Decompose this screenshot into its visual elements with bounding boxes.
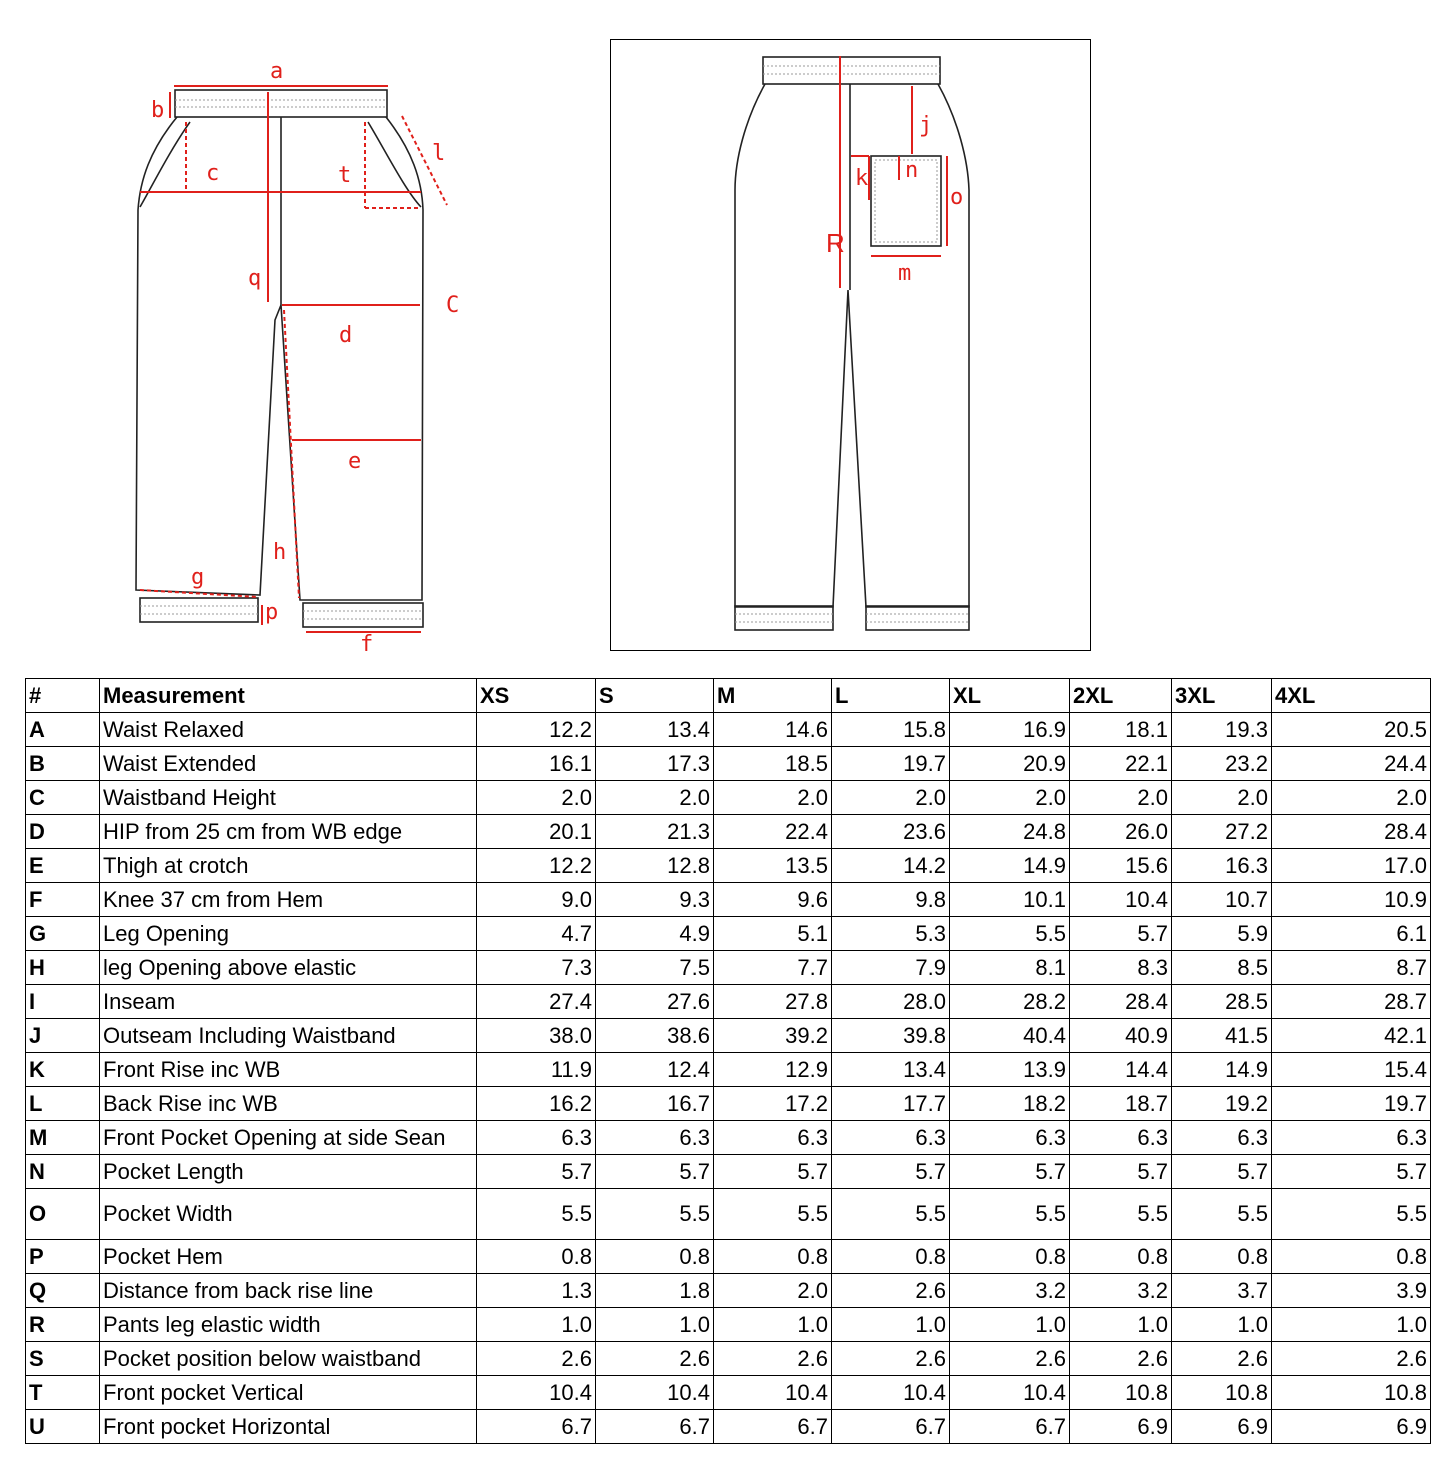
row-value: 15.6 (1070, 849, 1172, 883)
row-value: 2.6 (1070, 1342, 1172, 1376)
table-row (26, 849, 1431, 883)
row-value: 2.0 (477, 781, 596, 815)
row-value: 5.7 (1070, 1155, 1172, 1189)
row-code: T (26, 1376, 100, 1410)
row-measurement: Waist Extended (100, 747, 477, 781)
label-R: R (826, 228, 845, 258)
header-xs: XS (477, 679, 596, 713)
row-value: 0.8 (477, 1240, 596, 1274)
label-j: j (919, 113, 933, 138)
row-value: 5.5 (1172, 1189, 1272, 1240)
row-value: 13.5 (714, 849, 832, 883)
row-value: 1.0 (1070, 1308, 1172, 1342)
row-value: 39.8 (832, 1019, 950, 1053)
row-value: 13.4 (832, 1053, 950, 1087)
row-value: 2.6 (1172, 1342, 1272, 1376)
row-value: 5.1 (714, 917, 832, 951)
row-value: 18.2 (950, 1087, 1070, 1121)
back-waistband (763, 57, 940, 84)
row-value: 5.7 (1172, 1155, 1272, 1189)
row-value: 6.9 (1070, 1410, 1172, 1444)
row-value: 1.0 (477, 1308, 596, 1342)
row-value: 14.9 (1172, 1053, 1272, 1087)
row-value: 1.0 (596, 1308, 714, 1342)
back-pants-diagram (611, 40, 1089, 649)
label-f: f (360, 632, 374, 657)
row-code: J (26, 1019, 100, 1053)
row-value: 19.2 (1172, 1087, 1272, 1121)
row-value: 2.6 (714, 1342, 832, 1376)
header-4xl: 4XL (1272, 679, 1431, 713)
size-chart-table (25, 678, 1431, 1444)
row-value: 3.2 (1070, 1274, 1172, 1308)
row-measurement: Front Rise inc WB (100, 1053, 477, 1087)
back-right-cuff (866, 606, 969, 630)
row-value: 17.3 (596, 747, 714, 781)
row-value: 2.0 (714, 1274, 832, 1308)
row-value: 5.7 (832, 1155, 950, 1189)
row-value: 9.0 (477, 883, 596, 917)
row-value: 10.9 (1272, 883, 1431, 917)
row-value: 1.0 (950, 1308, 1070, 1342)
label-h: h (273, 540, 287, 565)
row-code: U (26, 1410, 100, 1444)
row-value: 6.3 (477, 1121, 596, 1155)
row-value: 12.2 (477, 849, 596, 883)
row-code: H (26, 951, 100, 985)
label-q: q (248, 266, 262, 291)
row-value: 0.8 (832, 1240, 950, 1274)
table-row (26, 985, 1431, 1019)
row-value: 2.0 (596, 781, 714, 815)
front-waistband (175, 90, 387, 117)
row-value: 6.3 (1070, 1121, 1172, 1155)
label-l: l (432, 141, 446, 166)
row-value: 9.3 (596, 883, 714, 917)
row-code: K (26, 1053, 100, 1087)
row-measurement: Front Pocket Opening at side Sean (100, 1121, 477, 1155)
header-code: # (26, 679, 100, 713)
row-value: 2.0 (950, 781, 1070, 815)
row-value: 5.7 (950, 1155, 1070, 1189)
row-value: 28.2 (950, 985, 1070, 1019)
row-value: 16.1 (477, 747, 596, 781)
row-value: 8.1 (950, 951, 1070, 985)
row-value: 6.3 (832, 1121, 950, 1155)
row-value: 28.4 (1272, 815, 1431, 849)
row-measurement: leg Opening above elastic (100, 951, 477, 985)
row-value: 2.6 (950, 1342, 1070, 1376)
row-value: 2.6 (832, 1342, 950, 1376)
row-value: 6.3 (1172, 1121, 1272, 1155)
row-value: 38.6 (596, 1019, 714, 1053)
row-value: 27.6 (596, 985, 714, 1019)
row-value: 40.9 (1070, 1019, 1172, 1053)
row-code: S (26, 1342, 100, 1376)
row-value: 23.6 (832, 815, 950, 849)
row-value: 17.0 (1272, 849, 1431, 883)
row-value: 0.8 (714, 1240, 832, 1274)
row-value: 7.9 (832, 951, 950, 985)
row-value: 0.8 (1272, 1240, 1431, 1274)
row-value: 14.9 (950, 849, 1070, 883)
row-value: 10.4 (477, 1376, 596, 1410)
row-value: 10.7 (1172, 883, 1272, 917)
label-m: m (898, 261, 912, 286)
row-value: 14.4 (1070, 1053, 1172, 1087)
header-2xl: 2XL (1070, 679, 1172, 713)
label-a: a (270, 59, 284, 84)
row-value: 13.4 (596, 713, 714, 747)
row-value: 10.8 (1172, 1376, 1272, 1410)
row-value: 1.0 (1172, 1308, 1272, 1342)
label-e: e (348, 449, 362, 474)
row-value: 10.4 (950, 1376, 1070, 1410)
row-value: 9.6 (714, 883, 832, 917)
row-code: N (26, 1155, 100, 1189)
table-row (26, 1376, 1431, 1410)
row-value: 27.4 (477, 985, 596, 1019)
row-value: 16.7 (596, 1087, 714, 1121)
label-b: b (151, 98, 165, 123)
row-value: 18.7 (1070, 1087, 1172, 1121)
label-d: d (339, 323, 353, 348)
row-value: 5.7 (714, 1155, 832, 1189)
front-pants-diagram (120, 50, 480, 660)
row-value: 41.5 (1172, 1019, 1272, 1053)
front-pants-outline (136, 117, 423, 600)
table-row (26, 1019, 1431, 1053)
row-value: 6.7 (832, 1410, 950, 1444)
row-value: 10.8 (1070, 1376, 1172, 1410)
row-value: 10.1 (950, 883, 1070, 917)
row-measurement: Pocket Hem (100, 1240, 477, 1274)
row-value: 10.4 (596, 1376, 714, 1410)
label-t: t (338, 163, 352, 188)
row-measurement: Thigh at crotch (100, 849, 477, 883)
row-measurement: Front pocket Horizontal (100, 1410, 477, 1444)
table-row (26, 1053, 1431, 1087)
row-code: O (26, 1189, 100, 1240)
row-value: 3.9 (1272, 1274, 1431, 1308)
row-value: 19.7 (1272, 1087, 1431, 1121)
row-value: 17.7 (832, 1087, 950, 1121)
table-row (26, 1087, 1431, 1121)
row-value: 7.7 (714, 951, 832, 985)
row-value: 12.8 (596, 849, 714, 883)
row-value: 5.7 (596, 1155, 714, 1189)
header-s: S (596, 679, 714, 713)
row-value: 2.0 (1070, 781, 1172, 815)
row-value: 15.8 (832, 713, 950, 747)
row-value: 2.6 (832, 1274, 950, 1308)
table-row (26, 1342, 1431, 1376)
row-measurement: Pocket Width (100, 1189, 477, 1240)
row-value: 6.3 (950, 1121, 1070, 1155)
row-value: 15.4 (1272, 1053, 1431, 1087)
row-measurement: Pocket position below waistband (100, 1342, 477, 1376)
label-n: n (905, 158, 919, 183)
row-value: 39.2 (714, 1019, 832, 1053)
row-code: P (26, 1240, 100, 1274)
row-code: M (26, 1121, 100, 1155)
row-value: 28.0 (832, 985, 950, 1019)
row-measurement: HIP from 25 cm from WB edge (100, 815, 477, 849)
header-measurement: Measurement (100, 679, 477, 713)
row-value: 8.5 (1172, 951, 1272, 985)
row-measurement: Front pocket Vertical (100, 1376, 477, 1410)
row-value: 40.4 (950, 1019, 1070, 1053)
row-value: 6.7 (714, 1410, 832, 1444)
row-measurement: Waist Relaxed (100, 713, 477, 747)
row-code: B (26, 747, 100, 781)
row-value: 20.9 (950, 747, 1070, 781)
row-value: 28.4 (1070, 985, 1172, 1019)
row-code: F (26, 883, 100, 917)
row-measurement: Leg Opening (100, 917, 477, 951)
row-value: 5.3 (832, 917, 950, 951)
row-value: 0.8 (1070, 1240, 1172, 1274)
row-code: C (26, 781, 100, 815)
row-value: 19.3 (1172, 713, 1272, 747)
row-value: 6.9 (1172, 1410, 1272, 1444)
row-value: 5.7 (1070, 917, 1172, 951)
row-code: G (26, 917, 100, 951)
row-value: 0.8 (596, 1240, 714, 1274)
back-pants-outline (735, 84, 969, 607)
table-row (26, 1121, 1431, 1155)
row-value: 7.3 (477, 951, 596, 985)
row-code: R (26, 1308, 100, 1342)
row-value: 6.1 (1272, 917, 1431, 951)
row-measurement: Back Rise inc WB (100, 1087, 477, 1121)
table-row (26, 951, 1431, 985)
label-k: k (855, 166, 869, 191)
row-value: 22.4 (714, 815, 832, 849)
row-value: 14.2 (832, 849, 950, 883)
row-value: 5.7 (1272, 1155, 1431, 1189)
row-value: 6.7 (477, 1410, 596, 1444)
row-value: 16.2 (477, 1087, 596, 1121)
row-measurement: Waistband Height (100, 781, 477, 815)
row-value: 19.7 (832, 747, 950, 781)
row-value: 16.9 (950, 713, 1070, 747)
row-value: 2.0 (1172, 781, 1272, 815)
row-value: 2.0 (832, 781, 950, 815)
row-measurement: Distance from back rise line (100, 1274, 477, 1308)
front-left-cuff (140, 598, 258, 622)
table-row (26, 781, 1431, 815)
row-value: 17.2 (714, 1087, 832, 1121)
row-code: E (26, 849, 100, 883)
table-row (26, 917, 1431, 951)
row-value: 23.2 (1172, 747, 1272, 781)
row-value: 38.0 (477, 1019, 596, 1053)
row-value: 5.5 (950, 1189, 1070, 1240)
row-value: 18.1 (1070, 713, 1172, 747)
row-value: 20.5 (1272, 713, 1431, 747)
row-value: 42.1 (1272, 1019, 1431, 1053)
row-value: 0.8 (1172, 1240, 1272, 1274)
row-value: 0.8 (950, 1240, 1070, 1274)
row-measurement: Pocket Length (100, 1155, 477, 1189)
table-row (26, 713, 1431, 747)
row-value: 6.3 (1272, 1121, 1431, 1155)
row-value: 6.9 (1272, 1410, 1431, 1444)
header-3xl: 3XL (1172, 679, 1272, 713)
back-pants-diagram-frame (610, 39, 1091, 651)
row-value: 10.4 (1070, 883, 1172, 917)
row-value: 27.8 (714, 985, 832, 1019)
row-value: 13.9 (950, 1053, 1070, 1087)
table-row (26, 1308, 1431, 1342)
row-value: 2.0 (714, 781, 832, 815)
row-value: 8.3 (1070, 951, 1172, 985)
row-value: 27.2 (1172, 815, 1272, 849)
label-o: o (950, 185, 964, 210)
row-value: 1.3 (477, 1274, 596, 1308)
row-code: A (26, 713, 100, 747)
row-value: 6.3 (714, 1121, 832, 1155)
row-value: 2.6 (477, 1342, 596, 1376)
row-value: 5.5 (596, 1189, 714, 1240)
row-value: 5.5 (714, 1189, 832, 1240)
row-value: 26.0 (1070, 815, 1172, 849)
row-value: 22.1 (1070, 747, 1172, 781)
row-value: 2.6 (1272, 1342, 1431, 1376)
row-value: 7.5 (596, 951, 714, 985)
row-code: Q (26, 1274, 100, 1308)
header-xl: XL (950, 679, 1070, 713)
row-value: 21.3 (596, 815, 714, 849)
row-value: 5.5 (477, 1189, 596, 1240)
label-C: C (446, 293, 460, 318)
row-value: 4.7 (477, 917, 596, 951)
table-header-row (26, 679, 1431, 713)
table-body (26, 713, 1431, 1444)
label-p: p (265, 600, 279, 625)
row-value: 28.5 (1172, 985, 1272, 1019)
row-value: 10.8 (1272, 1376, 1431, 1410)
table-row (26, 1155, 1431, 1189)
row-value: 5.7 (477, 1155, 596, 1189)
table-row (26, 815, 1431, 849)
table-row (26, 747, 1431, 781)
row-measurement: Knee 37 cm from Hem (100, 883, 477, 917)
table-row (26, 883, 1431, 917)
row-value: 5.5 (832, 1189, 950, 1240)
row-code: D (26, 815, 100, 849)
row-value: 20.1 (477, 815, 596, 849)
row-value: 3.7 (1172, 1274, 1272, 1308)
table-row (26, 1410, 1431, 1444)
row-code: L (26, 1087, 100, 1121)
row-value: 4.9 (596, 917, 714, 951)
row-value: 24.4 (1272, 747, 1431, 781)
row-value: 12.4 (596, 1053, 714, 1087)
row-value: 1.0 (714, 1308, 832, 1342)
label-c: c (206, 161, 220, 186)
row-value: 2.0 (1272, 781, 1431, 815)
row-value: 3.2 (950, 1274, 1070, 1308)
row-value: 9.8 (832, 883, 950, 917)
row-value: 6.7 (596, 1410, 714, 1444)
row-value: 5.9 (1172, 917, 1272, 951)
front-right-cuff (303, 603, 423, 627)
table-row (26, 1240, 1431, 1274)
row-value: 16.3 (1172, 849, 1272, 883)
row-value: 10.4 (832, 1376, 950, 1410)
row-value: 11.9 (477, 1053, 596, 1087)
row-value: 28.7 (1272, 985, 1431, 1019)
row-measurement: Pants leg elastic width (100, 1308, 477, 1342)
row-value: 5.5 (1272, 1189, 1431, 1240)
row-value: 2.6 (596, 1342, 714, 1376)
row-value: 12.9 (714, 1053, 832, 1087)
row-value: 12.2 (477, 713, 596, 747)
row-measurement: Outseam Including Waistband (100, 1019, 477, 1053)
row-value: 5.5 (1070, 1189, 1172, 1240)
row-code: I (26, 985, 100, 1019)
row-value: 6.3 (596, 1121, 714, 1155)
row-value: 14.6 (714, 713, 832, 747)
row-value: 1.0 (1272, 1308, 1431, 1342)
label-g: g (191, 565, 205, 590)
row-value: 24.8 (950, 815, 1070, 849)
row-value: 18.5 (714, 747, 832, 781)
back-left-cuff (735, 606, 833, 630)
row-value: 8.7 (1272, 951, 1431, 985)
row-value: 1.0 (832, 1308, 950, 1342)
table-row (26, 1274, 1431, 1308)
row-value: 6.7 (950, 1410, 1070, 1444)
row-value: 1.8 (596, 1274, 714, 1308)
header-l: L (832, 679, 950, 713)
row-value: 10.4 (714, 1376, 832, 1410)
table-row (26, 1189, 1431, 1240)
row-measurement: Inseam (100, 985, 477, 1019)
header-m: M (714, 679, 832, 713)
row-value: 5.5 (950, 917, 1070, 951)
